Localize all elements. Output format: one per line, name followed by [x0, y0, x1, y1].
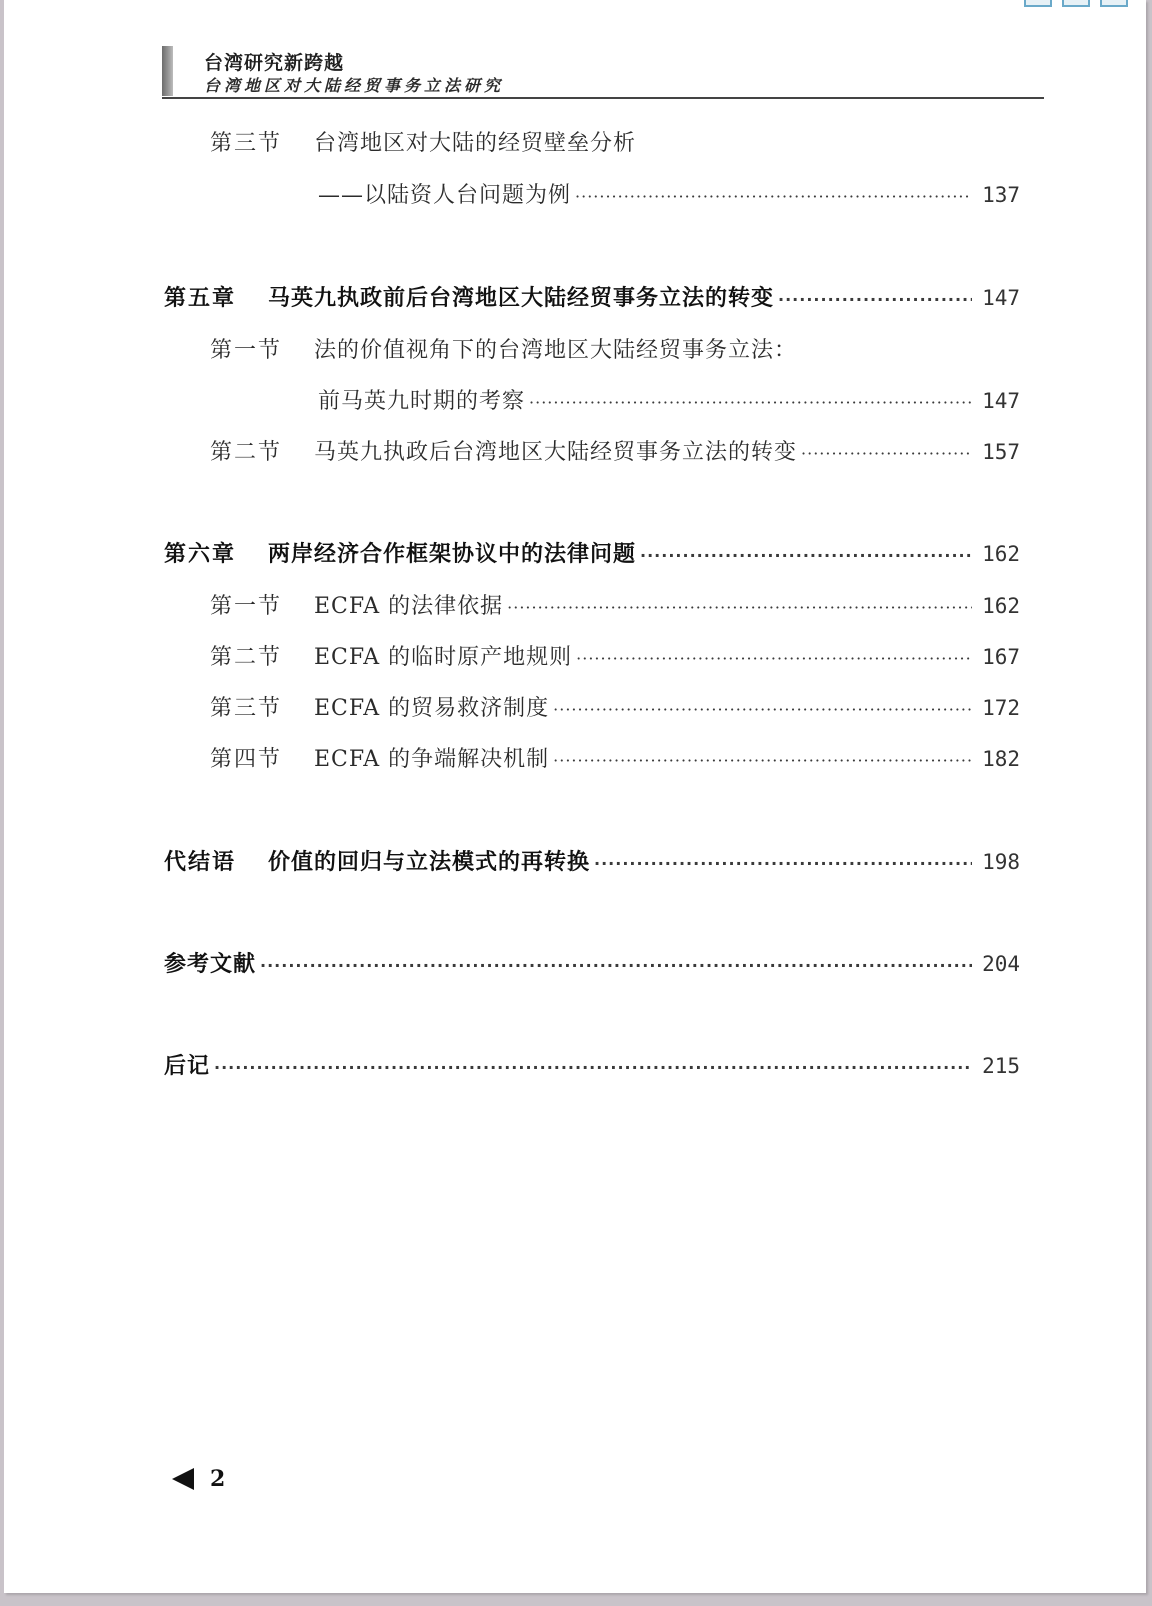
- chapter-title: 马英九执政前后台湾地区大陆经贸事务立法的转变: [268, 286, 775, 311]
- toc-entry-ch5-s2[interactable]: [210, 435, 1020, 467]
- toc-entry-ch6-s3[interactable]: [210, 691, 1020, 723]
- section-label: 第一节: [210, 338, 283, 363]
- toc-entry-ch6-s4[interactable]: [210, 742, 1020, 774]
- section-title-continued: 前马英九时期的考察: [318, 389, 526, 414]
- dot-leader: [260, 956, 972, 975]
- page-number: 162: [982, 542, 1020, 566]
- section-title: 法的价值视角下的台湾地区大陆经贸事务立法：: [314, 338, 798, 363]
- book-title: 台湾地区对大陆经贸事务立法研究: [204, 76, 505, 95]
- toc-entry-ch6-s1[interactable]: [210, 589, 1020, 621]
- dot-leader: [529, 393, 972, 412]
- dot-leader: [553, 700, 972, 719]
- dot-leader: [594, 854, 972, 873]
- dot-leader: [801, 444, 972, 463]
- section-title: ECFA 的法律依据: [314, 594, 504, 619]
- dot-leader: [553, 751, 972, 770]
- section-label: 第二节: [210, 440, 283, 465]
- page-number: 215: [982, 1054, 1020, 1078]
- page-number: 198: [982, 850, 1020, 874]
- footer-page-number: 2: [210, 1466, 226, 1492]
- section-label: 第四节: [210, 747, 283, 772]
- page-number: 137: [982, 183, 1020, 207]
- page-number: 147: [982, 286, 1020, 310]
- dot-leader: [576, 649, 972, 668]
- page-footer: [172, 1466, 225, 1492]
- toc-entry-references[interactable]: [164, 947, 1020, 979]
- toc-entry-postscript[interactable]: [164, 1049, 1020, 1081]
- dot-leader: [575, 187, 972, 206]
- toc-entry-ch5-s1-continued[interactable]: [318, 384, 1020, 416]
- chapter-title: 参考文献: [164, 952, 257, 977]
- section-title: 台湾地区对大陆的经贸壁垒分析: [314, 131, 637, 156]
- chapter-title: 后记: [164, 1054, 211, 1079]
- section-label: 第一节: [210, 594, 283, 619]
- book-page: [4, 0, 1146, 1593]
- toc-entry-ch5-s1[interactable]: [210, 333, 1020, 365]
- chapter-label: 第六章: [164, 542, 237, 567]
- left-triangle-icon: [172, 1468, 194, 1490]
- page-number: 147: [982, 389, 1020, 413]
- toc-entry-ch4-s3-continued[interactable]: [318, 178, 1020, 210]
- toc-entry-ch5[interactable]: [164, 281, 1020, 313]
- section-title: 马英九执政后台湾地区大陆经贸事务立法的转变: [314, 440, 798, 465]
- section-title: ECFA 的贸易救济制度: [314, 696, 550, 721]
- toc-entry-ch6-s2[interactable]: [210, 640, 1020, 672]
- section-label: 第二节: [210, 645, 283, 670]
- chapter-title: 两岸经济合作框架协议中的法律问题: [268, 542, 637, 567]
- dot-leader: [214, 1058, 972, 1077]
- section-label: 第三节: [210, 696, 283, 721]
- page-number: 157: [982, 440, 1020, 464]
- page-number: 162: [982, 594, 1020, 618]
- dot-leader: [640, 546, 972, 565]
- section-title: ECFA 的争端解决机制: [314, 747, 550, 772]
- chapter-label: 代结语: [164, 850, 237, 875]
- dot-leader: [507, 598, 972, 617]
- page-number: 167: [982, 645, 1020, 669]
- section-label: 第三节: [210, 131, 283, 156]
- page-number: 172: [982, 696, 1020, 720]
- section-title: ECFA 的临时原产地规则: [314, 645, 573, 670]
- page-number: 204: [982, 952, 1020, 976]
- dot-leader: [778, 290, 972, 309]
- toc-entry-ch6[interactable]: [164, 537, 1020, 569]
- section-title-continued: ——以陆资人台问题为例: [318, 183, 572, 208]
- chapter-label: 第五章: [164, 286, 237, 311]
- table-of-contents: [4, 0, 1146, 1593]
- chapter-title: 价值的回归与立法模式的再转换: [268, 850, 591, 875]
- page-number: 182: [982, 747, 1020, 771]
- toc-entry-ch4-s3[interactable]: [210, 126, 1020, 158]
- series-title: 台湾研究新跨越: [204, 52, 345, 74]
- toc-entry-conclusion[interactable]: [164, 845, 1020, 877]
